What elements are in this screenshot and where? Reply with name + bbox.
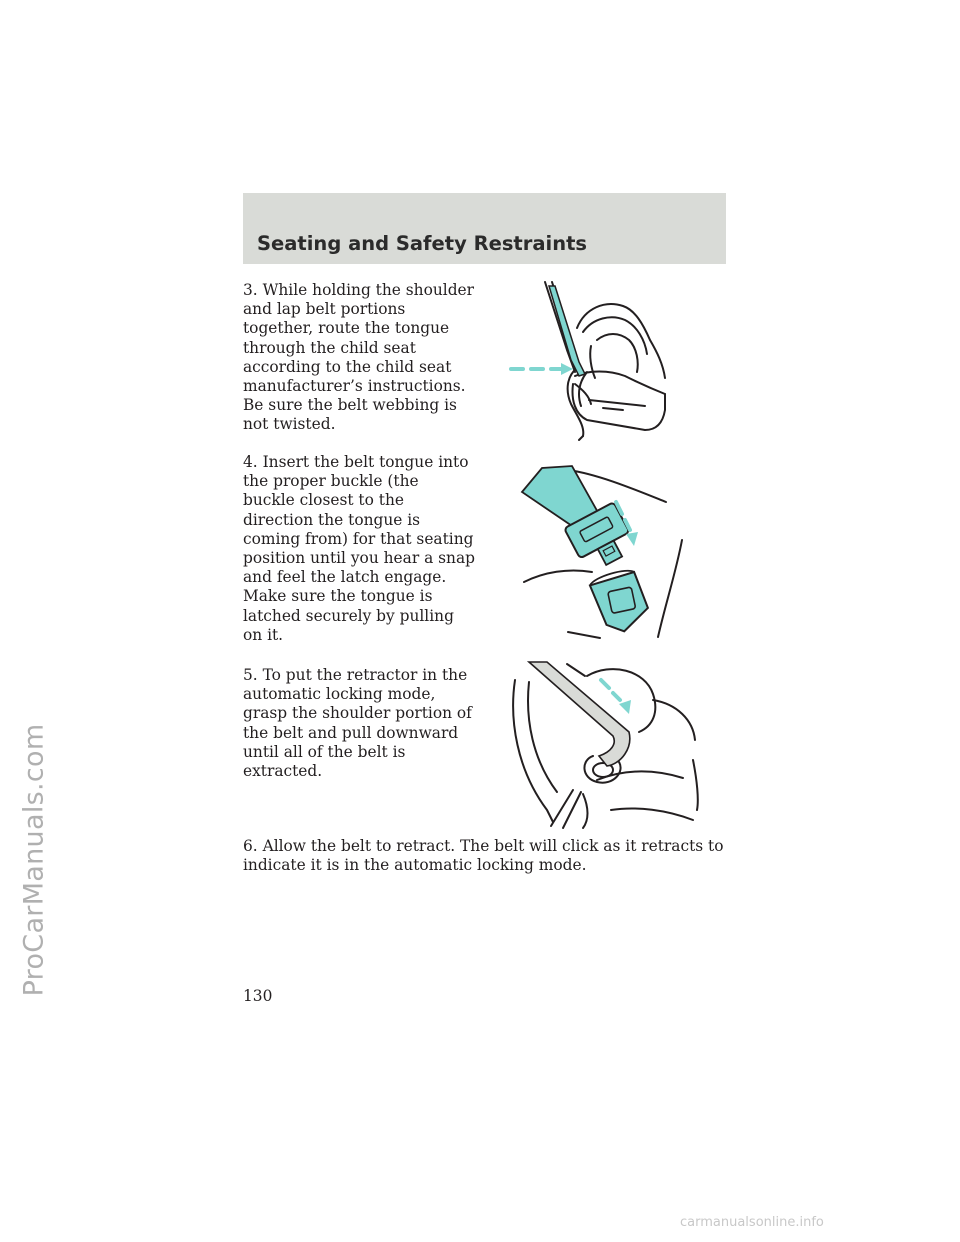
side-watermark-text: ProCarManuals.com xyxy=(18,723,50,997)
section-title: Seating and Safety Restraints xyxy=(257,232,588,255)
step-5-text: 5. To put the retractor in the automatic locking mode, grasp the shoulder portion of the belt and pull downward until all of the belt is extracted. xyxy=(243,666,472,781)
section-header xyxy=(243,193,726,264)
step-4-text: 4. Insert the belt tongue into the proper buckle (the buckle closest to the direction the tongue is coming from) for that seating position until you hear a snap and feel the latch engage. Make sure the tongue is latched securely by pulling on it. xyxy=(243,453,475,644)
footer-watermark: carmanualsonline.info xyxy=(680,1215,824,1230)
retractor-locking-illustration xyxy=(507,660,702,830)
page-number: 130 xyxy=(243,987,273,1005)
child-seat-belt-routing-illustration xyxy=(505,280,685,445)
belt-tongue-buckle-illustration xyxy=(508,462,693,642)
step-3-text: 3. While holding the shoulder and lap belt portions together, route the tongue through the child seat according to the child seat manufacturer’s instructions. Be sure the belt webbing is not twisted. xyxy=(243,281,475,434)
side-watermark xyxy=(4,500,64,1200)
step-6-text: 6. Allow the belt to retract. The belt will click as it retracts to indicate it is in the automatic locking mode. xyxy=(243,837,724,875)
